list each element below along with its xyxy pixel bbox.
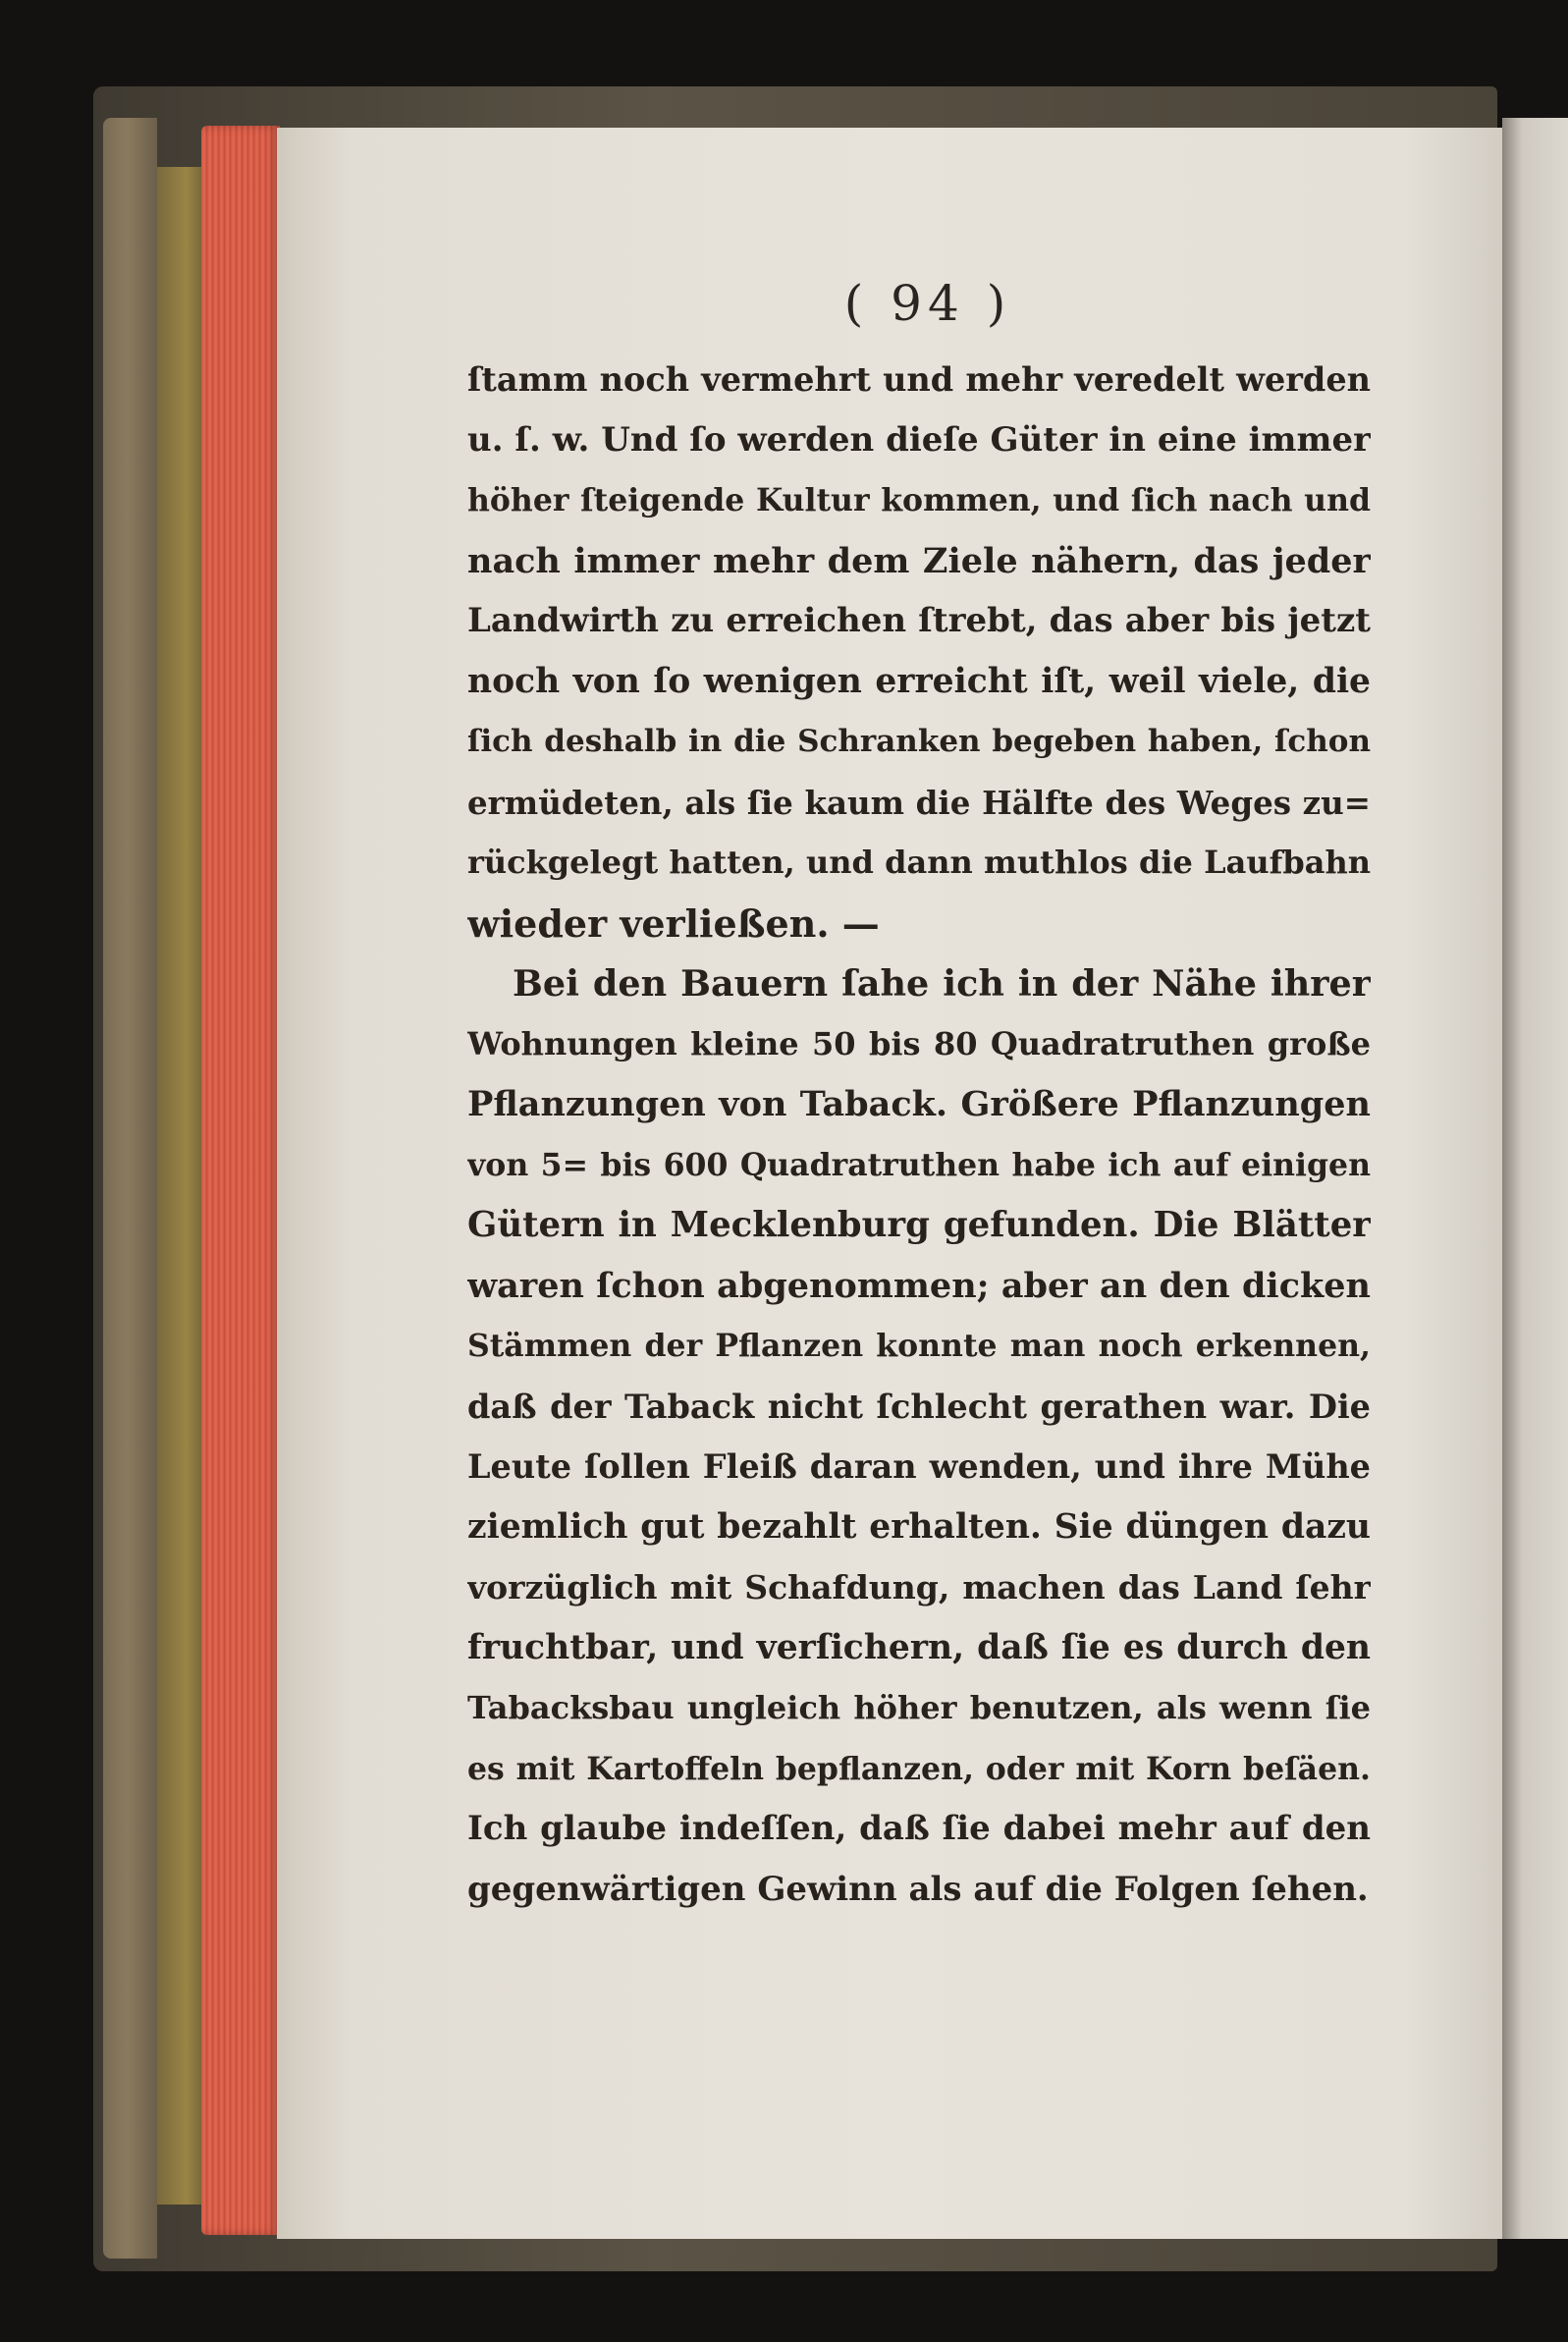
- text-line: Leute ſollen Fleiß daran wenden, und ihre Mühe: [467, 1447, 1371, 1486]
- text-line: ſtamm noch vermehrt und mehr veredelt werden: [467, 360, 1371, 399]
- text-line: noch von ſo wenigen erreicht iſt, weil viele, die: [467, 661, 1371, 701]
- page-number: ( 94 ): [843, 275, 1012, 332]
- text-line: wieder verließen. —: [467, 900, 880, 946]
- text-line: höher ſteigende Kultur kommen, und ſich nach und: [467, 482, 1371, 518]
- text-line: nach immer mehr dem Ziele nähern, das jeder: [467, 540, 1371, 581]
- text-line: von 5= bis 600 Quadratruthen habe ich auf einigen: [467, 1146, 1371, 1183]
- facing-page-edge: [1502, 118, 1568, 2239]
- paragraph-2: [467, 953, 1371, 1920]
- text-line: ziemlich gut bezahlt erhalten. Sie düngen dazu: [467, 1506, 1371, 1547]
- text-line: Stämmen der Pflanzen konnte man noch erkennen,: [467, 1328, 1371, 1364]
- text-line: Ich glaube indeſſen, daß ſie dabei mehr auf den: [467, 1809, 1371, 1848]
- text-line: vorzüglich mit Schafdung, machen das Land ſehr: [467, 1568, 1371, 1607]
- text-line: u. ſ. w. Und ſo werden dieſe Güter in eine immer: [467, 419, 1371, 460]
- text-line: Bei den Bauern ſahe ich in der Nähe ihrer: [513, 962, 1371, 1005]
- page-text: [467, 350, 1371, 1920]
- text-line: waren ſchon abgenommen; aber an den dicken: [467, 1265, 1371, 1306]
- text-line: daß der Taback nicht ſchlecht gerathen war. Die: [467, 1387, 1371, 1426]
- text-line: ermüdeten, als ſie kaum die Hälfte des Weges zu=: [467, 783, 1371, 822]
- spine-edge: [157, 167, 206, 2205]
- text-line: Landwirth zu erreichen ſtrebt, das aber bis jetzt: [467, 601, 1371, 640]
- red-page-edges: [201, 126, 280, 2235]
- text-line: ſich deshalb in die Schranken begeben haben, ſchon: [467, 724, 1371, 759]
- binding-edge: [103, 118, 157, 2259]
- text-line: gegenwärtigen Gewinn als auf die Folgen ſehen.: [467, 1869, 1369, 1909]
- paragraph-1: [467, 350, 1371, 953]
- text-line: es mit Kartoffeln bepflanzen, oder mit Korn beſäen.: [467, 1750, 1371, 1787]
- text-line: Wohnungen kleine 50 bis 80 Quadratruthen große: [467, 1024, 1371, 1062]
- text-line: Gütern in Mecklenburg gefunden. Die Blätter: [467, 1205, 1371, 1245]
- text-line: Tabacksbau ungleich höher benutzen, als wenn ſie: [467, 1689, 1371, 1726]
- text-line: rückgelegt hatten, und dann muthlos die Laufbahn: [467, 844, 1371, 881]
- text-line: fruchtbar, und verſichern, daß ſie es durch den: [467, 1627, 1371, 1667]
- text-line: Pflanzungen von Taback. Größere Pflanzungen: [467, 1084, 1371, 1124]
